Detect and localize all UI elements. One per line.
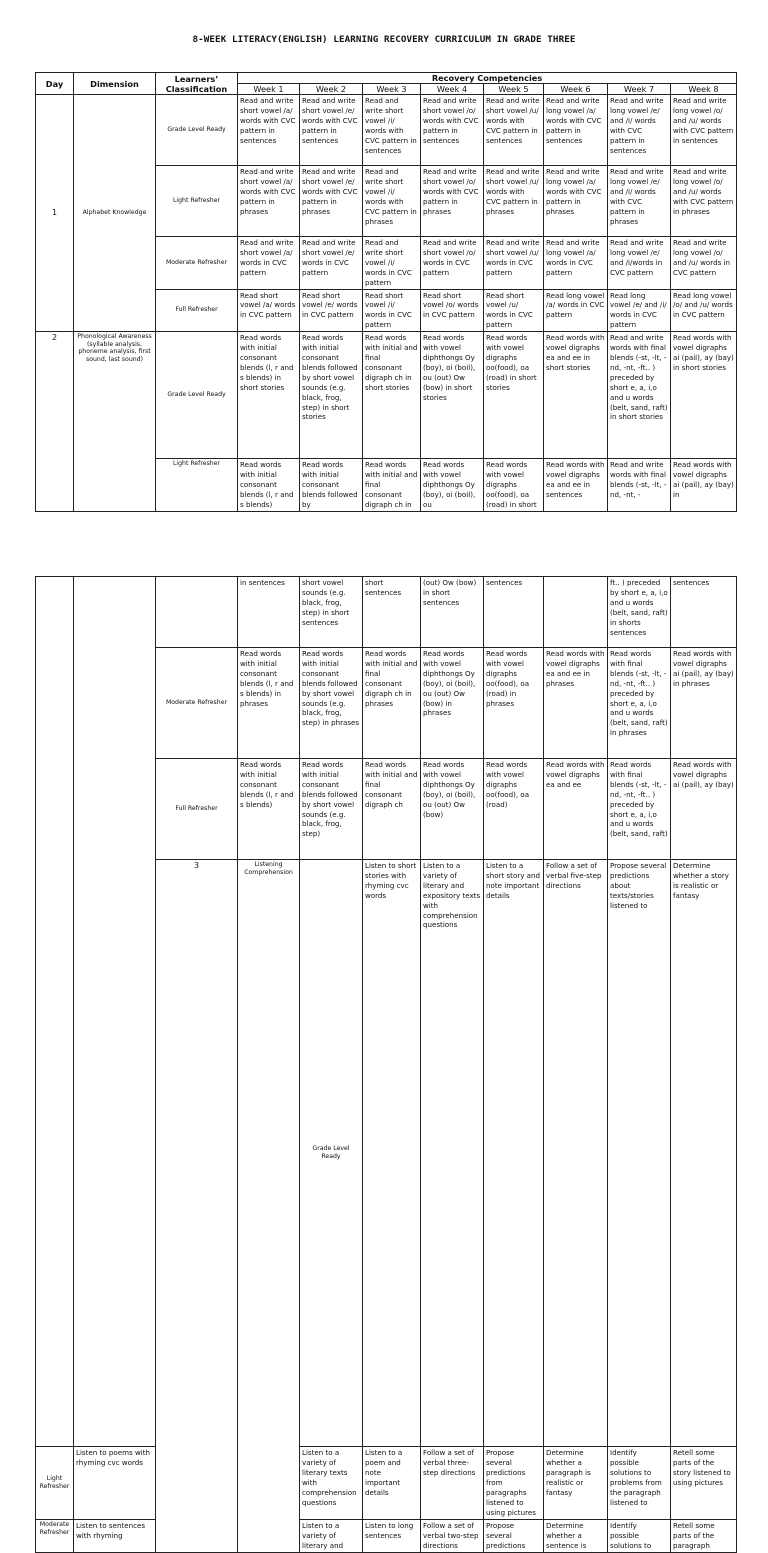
competency-cell: (out) Ow (bow) in short sentences <box>421 577 484 648</box>
competency-cell: Identify possible solutions to <box>608 1519 671 1552</box>
classification-cell <box>156 577 238 648</box>
competency-cell: Read words with vowel digraphs ai (pail), ay (bay) in short stories <box>671 332 737 459</box>
competency-cell: Listen to a short story and note important details <box>484 860 544 1447</box>
classification-cell: Moderate Refresher <box>156 648 238 759</box>
competency-cell: Read short vowel /o/ words in CVC pattern <box>421 289 484 332</box>
competency-cell: Read words with initial consonant blends (l, r and s blends) in short stories <box>238 332 300 459</box>
competency-cell: Read words with vowel digraphs ea and ee in short stories <box>544 332 608 459</box>
dimension-cell: Phonological Awareness (syllable analysis, phoneme analysis, first sound, last sound) <box>74 332 156 512</box>
competency-cell: Read and write short vowel /o/ words in CVC pattern <box>421 237 484 290</box>
competency-cell: Read and write long vowel /o/ and /u/ words with CVC pattern in phrases <box>671 166 737 237</box>
header-learners-classification: Learners’ Classification <box>156 73 238 95</box>
competency-cell: Read words with vowel digraphs oo(food), oa (road) <box>484 759 544 860</box>
classification-cell: Full Refresher <box>156 759 238 860</box>
competency-cell: Read short vowel /e/ words in CVC pattern <box>300 289 363 332</box>
competency-cell: Read words with initial and final consonant digraph ch in <box>363 459 421 512</box>
competency-cell: Listen to short stories with rhyming cvc words <box>363 860 421 1447</box>
competency-cell: Read and write long vowel /a/ words in CVC pattern <box>544 237 608 290</box>
classification-cell: Grade Level Ready <box>156 332 238 459</box>
competency-cell: Read words with initial consonant blends (l, r and s blends) <box>238 759 300 860</box>
competency-cell: Read words with final blends (-st, -lt, -nd, -nt, -ft.. ) preceded by short e, a, i,o and u words (belt, sand, raft) <box>608 759 671 860</box>
header-week-7: Week 7 <box>608 84 671 95</box>
competency-cell: Read words with vowel diphthongs Oy (boy), oi (boil), ou (out) Ow (bow) in phrases <box>421 648 484 759</box>
competency-cell: Read words with final blends (-st, -lt, -nd, -nt, -ft.. ) preceded by short e, a, i,o and u words (belt, sand, raft) in phrases <box>608 648 671 759</box>
competency-cell: Identify possible solutions to problems from the paragraph listened to <box>608 1447 671 1519</box>
competency-cell: Read words with initial consonant blends (l, r and s blends) in phrases <box>238 648 300 759</box>
competency-cell: Follow a set of verbal three-step directions <box>421 1447 484 1519</box>
table-row <box>36 95 737 166</box>
competency-cell: Read and write long vowel /o/ and /u/ words with CVC pattern in sentences <box>671 95 737 166</box>
competency-cell: Listen to a variety of literary texts with comprehension questions <box>300 1447 363 1519</box>
competency-cell: Propose several predictions from paragraphs listened to using pictures <box>484 1447 544 1519</box>
competency-cell: ft.. ) preceded by short e, a, i,o and u words (belt, sand, raft) in shorts sentences <box>608 577 671 648</box>
competency-cell: Read short vowel /i/ words in CVC pattern <box>363 289 421 332</box>
competency-cell: Retell some parts of the paragraph <box>671 1519 737 1552</box>
competency-cell: Listen to a variety of literary and expository texts with comprehension questions <box>421 860 484 1447</box>
competency-cell: Read and write short vowel /e/ words in CVC pattern <box>300 237 363 290</box>
competency-cell: Read words with vowel digraphs oo(food), oa (road) in short <box>484 459 544 512</box>
competency-cell: Read and write words with final blends (-st, -lt, -nd, -nt, - <box>608 459 671 512</box>
competency-cell: Read and write long vowel /e/ and /i/ words with CVC pattern in sentences <box>608 95 671 166</box>
competency-cell: Read words with initial and final consonant digraph ch in phrases <box>363 648 421 759</box>
dimension-cell: Listening Comprehension <box>238 860 300 1553</box>
competency-cell: Read and write short vowel /u/ words with CVC pattern in sentences <box>484 95 544 166</box>
classification-cell: Grade Level Ready <box>156 95 238 166</box>
competency-cell: sentences <box>484 577 544 648</box>
day-cell: 3 <box>156 860 238 1553</box>
competency-cell: Read words with vowel digraphs oo(food), oa (road) in short stories <box>484 332 544 459</box>
competency-cell: Determine whether a paragraph is realistic or fantasy <box>544 1447 608 1519</box>
competency-cell: Read words with vowel diphthongs Oy (boy), oi (boil), ou (out) Ow (bow) in short stories <box>421 332 484 459</box>
competency-cell: Read words with initial and final consonant digraph ch <box>363 759 421 860</box>
competency-cell: Read words with vowel digraphs ai (pail), ay (bay) in phrases <box>671 648 737 759</box>
competency-cell: Read and write words with final blends (-st, -lt, -nd, -nt, -ft.. ) preceded by short e, a, i,o and u words (belt, sand, raft) in short stories <box>608 332 671 459</box>
competency-cell: Read words with vowel digraphs ea and ee <box>544 759 608 860</box>
table-row <box>36 1447 737 1519</box>
header-week-8: Week 8 <box>671 84 737 95</box>
dimension-cell: Alphabet Knowledge <box>74 95 156 332</box>
competency-cell: short sentences <box>363 577 421 648</box>
day-cell <box>36 577 74 1447</box>
competency-cell: Propose several predictions <box>484 1519 544 1552</box>
competency-cell: Read words with vowel digraphs ea and ee in sentences <box>544 459 608 512</box>
competency-cell: Read and write short vowel /i/ words in CVC pattern <box>363 237 421 290</box>
competency-cell: Read and write long vowel /e/ and /i/ words with CVC pattern in phrases <box>608 166 671 237</box>
day-cell: 1 <box>36 95 74 332</box>
table-row <box>36 1519 737 1552</box>
competency-cell: Read long vowel /a/ words in CVC pattern <box>544 289 608 332</box>
competency-cell: short vowel sounds (e.g. black, frog, step) in short sentences <box>300 577 363 648</box>
competency-cell: Read long vowel /e/ and /i/ words in CVC pattern <box>608 289 671 332</box>
competency-cell: Listen to poems with rhyming cvc words <box>74 1447 156 1519</box>
competency-cell: Read and write short vowel /a/ words with CVC pattern in sentences <box>238 95 300 166</box>
competency-cell: Follow a set of verbal two-step directions <box>421 1519 484 1552</box>
competency-cell: Read and write short vowel /a/ words in CVC pattern <box>238 237 300 290</box>
document-title: 8-WEEK LITERACY(ENGLISH) LEARNING RECOVERY CURRICULUM IN GRADE THREE <box>192 34 576 45</box>
competency-cell: Read and write short vowel /o/ words with CVC pattern in phrases <box>421 166 484 237</box>
classification-cell: Grade Level Ready <box>300 860 363 1447</box>
competency-cell: Read and write short vowel /u/ words with CVC pattern in phrases <box>484 166 544 237</box>
competency-cell: Read and write short vowel /i/ words with CVC pattern in sentences <box>363 95 421 166</box>
curriculum-table-page-2 <box>35 576 737 1553</box>
competency-cell: sentences <box>671 577 737 648</box>
header-dimension: Dimension <box>74 73 156 95</box>
day-cell: 2 <box>36 332 74 512</box>
header-week-4: Week 4 <box>421 84 484 95</box>
table-row <box>36 332 737 459</box>
dimension-cell <box>74 577 156 1447</box>
classification-cell: Light Refresher <box>156 459 238 512</box>
competency-cell: Read short vowel /u/ words in CVC pattern <box>484 289 544 332</box>
competency-cell: Read words with initial consonant blends (l, r and s blends) <box>238 459 300 512</box>
competency-cell: in sentences <box>238 577 300 648</box>
classification-cell: Light Refresher <box>156 166 238 237</box>
competency-cell: Read words with initial consonant blends followed by <box>300 459 363 512</box>
competency-cell: Read and write short vowel /i/ words with CVC pattern in phrases <box>363 166 421 237</box>
header-week-2: Week 2 <box>300 84 363 95</box>
competency-cell: Read and write long vowel /e/ and /i/words in CVC pattern <box>608 237 671 290</box>
competency-cell: Read and write long vowel /o/ and /u/ words in CVC pattern <box>671 237 737 290</box>
competency-cell: Retell some parts of the story listened to using pictures <box>671 1447 737 1519</box>
competency-cell: Read words with initial consonant blends followed by short vowel sounds (e.g. black, frog, step) in phrases <box>300 648 363 759</box>
competency-cell: Read long vowel /o/ and /u/ words in CVC pattern <box>671 289 737 332</box>
competency-cell: Read and write short vowel /u/ words in CVC pattern <box>484 237 544 290</box>
competency-cell: Read words with vowel digraphs ea and ee in phrases <box>544 648 608 759</box>
competency-cell: Read words with vowel diphthongs Oy (boy), oi (boil), ou <box>421 459 484 512</box>
curriculum-table-page-1 <box>35 72 737 512</box>
header-recovery-competencies: Recovery Competencies <box>238 73 737 84</box>
competency-cell: Read and write short vowel /e/ words with CVC pattern in sentences <box>300 95 363 166</box>
classification-cell: Light Refresher <box>36 1447 74 1519</box>
competency-cell: Read words with initial consonant blends followed by short vowel sounds (e.g. black, frog, step) in short stories <box>300 332 363 459</box>
classification-cell: Moderate Refresher <box>36 1519 74 1552</box>
header-week-1: Week 1 <box>238 84 300 95</box>
competency-cell: Listen to a poem and note important details <box>363 1447 421 1519</box>
competency-cell: Read and write short vowel /a/ words with CVC pattern in phrases <box>238 166 300 237</box>
competency-cell <box>544 577 608 648</box>
header-week-3: Week 3 <box>363 84 421 95</box>
competency-cell: Determine whether a sentence is <box>544 1519 608 1552</box>
classification-cell: Full Refresher <box>156 289 238 332</box>
competency-cell: Read and write long vowel /a/ words with CVC pattern in sentences <box>544 95 608 166</box>
competency-cell: Read words with vowel diphthongs Oy (boy), oi (boil), ou (out) Ow (bow) <box>421 759 484 860</box>
competency-cell: Listen to a variety of literary and <box>300 1519 363 1552</box>
competency-cell: Read words with vowel digraphs oo(food), oa (road) in phrases <box>484 648 544 759</box>
competency-cell: Read short vowel /a/ words in CVC pattern <box>238 289 300 332</box>
header-week-5: Week 5 <box>484 84 544 95</box>
competency-cell: Propose several predictions about texts/stories listened to <box>608 860 671 1447</box>
competency-cell: Read and write long vowel /a/ words with CVC pattern in phrases <box>544 166 608 237</box>
competency-cell: Read and write short vowel /e/ words with CVC pattern in phrases <box>300 166 363 237</box>
header-week-6: Week 6 <box>544 84 608 95</box>
classification-cell: Moderate Refresher <box>156 237 238 290</box>
competency-cell: Read and write short vowel /o/ words with CVC pattern in sentences <box>421 95 484 166</box>
competency-cell: Determine whether a story is realistic or fantasy <box>671 860 737 1447</box>
table-row <box>36 577 737 648</box>
competency-cell: Read words with vowel digraphs ai (pail), ay (bay) <box>671 759 737 860</box>
competency-cell: Read words with initial and final consonant digraph ch in short stories <box>363 332 421 459</box>
competency-cell: Read words with initial consonant blends followed by short vowel sounds (e.g. black, frog, step) <box>300 759 363 860</box>
competency-cell: Follow a set of verbal five-step directions <box>544 860 608 1447</box>
competency-cell: Listen to sentences with rhyming <box>74 1519 156 1552</box>
competency-cell: Read words with vowel digraphs ai (pail), ay (bay) in <box>671 459 737 512</box>
competency-cell: Listen to long sentences <box>363 1519 421 1552</box>
header-day: Day <box>36 73 74 95</box>
